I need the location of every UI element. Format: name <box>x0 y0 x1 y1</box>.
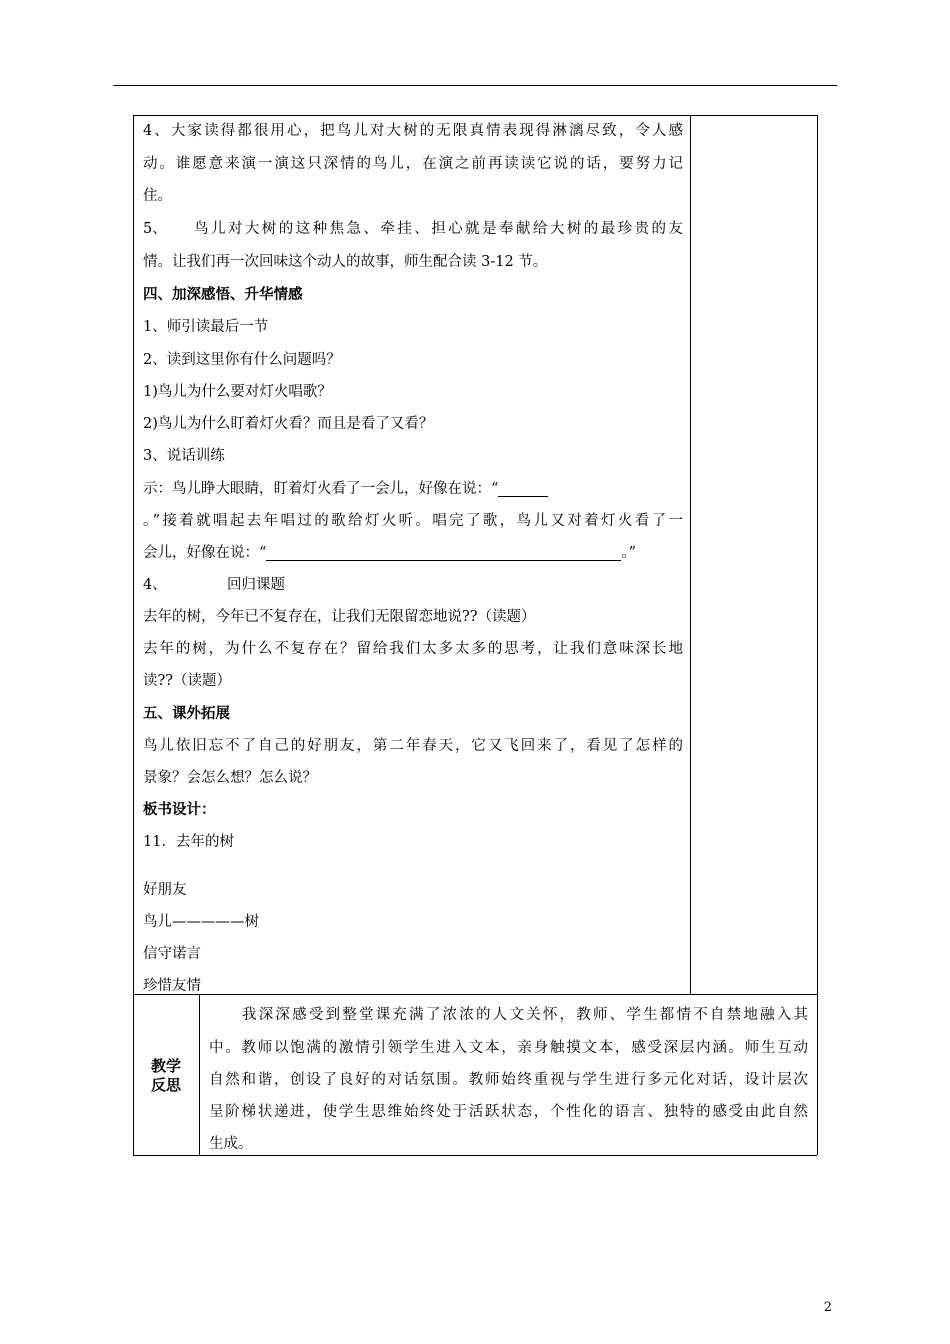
para-line: 2、读到这里你有什么问题吗？ <box>143 352 341 368</box>
board-line: 信守诺言 <box>143 946 201 962</box>
item-number: 4、 <box>143 577 167 593</box>
board-line: 珍惜友情 <box>143 978 201 994</box>
fill-blank <box>266 548 621 561</box>
reflection-line: 我深深感受到整堂课充满了浓浓的人文关怀，教师、学生都情不自禁地融入其 <box>242 1007 808 1023</box>
page-number: 2 <box>823 1300 832 1315</box>
para-line <box>143 545 636 561</box>
prompt-text: 。” <box>621 545 637 561</box>
para-line: 去年的树，今年已不复存在，让我们无限留恋地说??（读题） <box>143 609 536 625</box>
para-line <box>143 481 548 497</box>
header-rule <box>113 85 837 86</box>
para-line: 读??（读题） <box>143 673 232 689</box>
reflection-line: 自然和谐，创设了良好的对话氛围。教师始终重视与学生进行多元化对话，设计层次 <box>209 1072 808 1088</box>
reflection-line: 生成。 <box>209 1136 253 1152</box>
para-line: 住。 <box>143 188 172 204</box>
section-heading: 五、课外拓展 <box>143 705 230 722</box>
para-line: 1)鸟儿为什么要对灯火唱歌？ <box>143 384 332 400</box>
para-line: 情。让我们再一次回味这个动人的故事，师生配合读 3-12 节。 <box>143 254 548 270</box>
reflection-line: 呈阶梯状递进，使学生思维始终处于活跃状态，个性化的语言、独特的感受由此自然 <box>209 1104 808 1120</box>
para-line: 动。谁愿意来演一演这只深情的鸟儿，在演之前再读读它说的话，要努力记 <box>143 156 683 172</box>
reflection-line: 中。教师以饱满的激情引领学生进入文本，亲身触摸文本，感受深层内涵。师生互动 <box>209 1040 808 1056</box>
para-line: 鸟儿依旧忘不了自己的好朋友，第二年春天，它又飞回来了，看见了怎样的 <box>143 738 683 754</box>
para-line: 鸟儿对大树的这种焦急、牵挂、担心就是奉献给大树的最珍贵的友 <box>194 221 683 237</box>
section-heading: 四、加深感悟、升华情感 <box>143 286 303 303</box>
prompt-text: 示：鸟儿睁大眼睛，盯着灯火看了一会儿，好像在说：“ <box>143 481 499 497</box>
board-line: 鸟儿—————树 <box>143 914 259 930</box>
para-line: 2)鸟儿为什么盯着灯火看？而且是看了又看？ <box>143 416 434 432</box>
para-line: 去年的树，为什么不复存在？留给我们太多太多的思考，让我们意味深长地 <box>143 641 683 657</box>
para-line: 。”接着就唱起去年唱过的歌给灯火听。唱完了歌，鸟儿又对着灯火看了一 <box>143 513 683 529</box>
para-line: 1、师引读最后一节 <box>143 319 269 335</box>
para-line: 回归课题 <box>227 577 285 593</box>
prompt-text: 会儿，好像在说：“ <box>143 545 267 561</box>
para-line: 3、说话训练 <box>143 448 225 464</box>
item-number: 5、 <box>143 221 167 237</box>
reflection-label: 教学 反思 <box>150 1057 181 1094</box>
board-title: 11．去年的树 <box>143 834 234 850</box>
board-line: 好朋友 <box>143 882 187 898</box>
section-heading: 板书设计： <box>143 801 216 818</box>
fill-blank <box>498 484 548 497</box>
para-line: 4、大家读得都很用心，把鸟儿对大树的无限真情表现得淋漓尽致，令人感 <box>143 123 683 139</box>
para-line: 景象？会怎么想？怎么说？ <box>143 770 317 786</box>
